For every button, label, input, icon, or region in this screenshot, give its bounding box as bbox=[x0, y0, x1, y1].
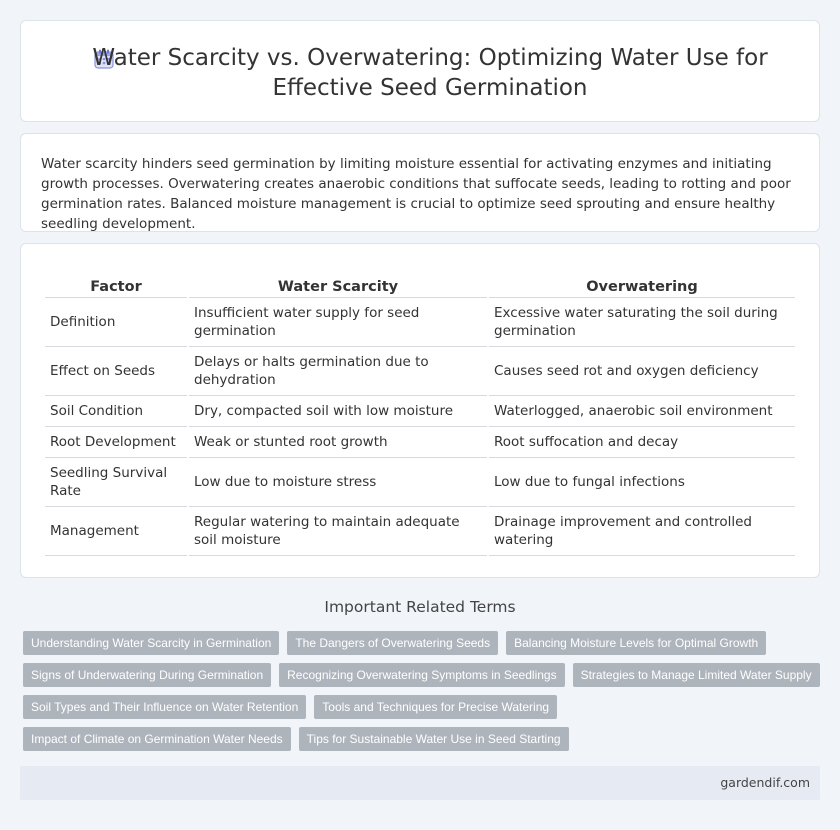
table-row bbox=[45, 427, 795, 458]
related-term-tag[interactable]: Understanding Water Scarcity in Germination bbox=[23, 631, 279, 655]
table-header-row bbox=[45, 276, 795, 298]
table-cell: Root suffocation and decay bbox=[489, 427, 795, 458]
tag-row bbox=[23, 631, 823, 655]
header-water-scarcity: Water Scarcity bbox=[189, 276, 487, 298]
related-term-tag[interactable]: Recognizing Overwatering Symptoms in Seedlings bbox=[279, 663, 564, 687]
table-cell: Low due to fungal infections bbox=[489, 458, 795, 507]
table-row bbox=[45, 507, 795, 556]
tag-row bbox=[23, 727, 823, 751]
table-cell: Management bbox=[45, 507, 187, 556]
header-factor: Factor bbox=[45, 276, 187, 298]
related-term-tag[interactable]: Balancing Moisture Levels for Optimal Growth bbox=[506, 631, 766, 655]
tag-row bbox=[23, 695, 823, 719]
table-row bbox=[45, 347, 795, 396]
page-title-line1: Water Scarcity vs. Overwatering: Optimizing Water Use for bbox=[92, 45, 768, 71]
table-cell: Dry, compacted soil with low moisture bbox=[189, 396, 487, 427]
table-row bbox=[45, 458, 795, 507]
related-term-tag[interactable]: Strategies to Manage Limited Water Supply bbox=[573, 663, 820, 687]
table-cell: Root Development bbox=[45, 427, 187, 458]
table-cell: Drainage improvement and controlled watering bbox=[489, 507, 795, 556]
table-row bbox=[45, 298, 795, 347]
table-cell: Soil Condition bbox=[45, 396, 187, 427]
intro-text: Water scarcity hinders seed germination by limiting moisture essential for activating enzymes and initiating growth processes. Overwatering creates anaerobic conditions that suffocate seeds, leading to rotting and poor germination rates. Balanced moisture management is crucial to optimize seed sprouting and ensure healthy seedling development. bbox=[41, 156, 791, 232]
related-term-tag[interactable]: Signs of Underwatering During Germination bbox=[23, 663, 271, 687]
related-terms-title: Important Related Terms bbox=[324, 598, 516, 616]
comparison-table bbox=[43, 276, 797, 556]
table-row bbox=[45, 396, 795, 427]
header-overwatering: Overwatering bbox=[489, 276, 795, 298]
comparison-table-card bbox=[20, 243, 820, 578]
table-cell: Causes seed rot and oxygen deficiency bbox=[489, 347, 795, 396]
table-cell: Regular watering to maintain adequate soil moisture bbox=[189, 507, 487, 556]
related-term-tag[interactable]: Tips for Sustainable Water Use in Seed Starting bbox=[299, 727, 569, 751]
footer bbox=[20, 766, 820, 800]
table-cell: Definition bbox=[45, 298, 187, 347]
related-term-tag[interactable]: Tools and Techniques for Precise Watering bbox=[314, 695, 557, 719]
table-cell: Effect on Seeds bbox=[45, 347, 187, 396]
table-cell: Seedling Survival Rate bbox=[45, 458, 187, 507]
related-terms-list bbox=[23, 631, 823, 759]
table-cell: Weak or stunted root growth bbox=[189, 427, 487, 458]
table-cell: Low due to moisture stress bbox=[189, 458, 487, 507]
table-cell: Waterlogged, anaerobic soil environment bbox=[489, 396, 795, 427]
footer-site-link[interactable]: gardendif.com bbox=[720, 775, 810, 790]
page-title bbox=[81, 43, 779, 103]
table-cell: Excessive water saturating the soil during germination bbox=[489, 298, 795, 347]
page-title-line2: Effective Seed Germination bbox=[272, 75, 588, 101]
related-term-tag[interactable]: The Dangers of Overwatering Seeds bbox=[287, 631, 498, 655]
table-cell: Delays or halts germination due to dehydration bbox=[189, 347, 487, 396]
intro-card bbox=[20, 133, 820, 232]
header-card bbox=[20, 20, 820, 122]
related-term-tag[interactable]: Impact of Climate on Germination Water Needs bbox=[23, 727, 291, 751]
table-cell: Insufficient water supply for seed germination bbox=[189, 298, 487, 347]
related-term-tag[interactable]: Soil Types and Their Influence on Water Retention bbox=[23, 695, 306, 719]
tag-row bbox=[23, 663, 823, 687]
